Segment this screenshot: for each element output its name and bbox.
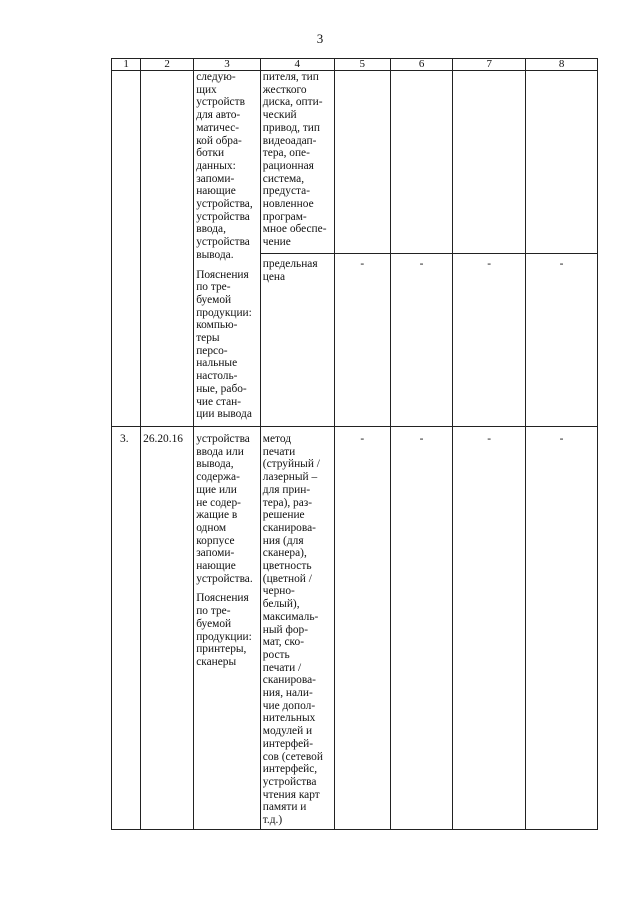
value-cell: -: [334, 427, 390, 830]
okpd-code: [141, 71, 194, 427]
page-number: 3: [316, 31, 324, 46]
column-header: 8: [526, 59, 598, 71]
value-cell: [526, 71, 598, 254]
product-name: [194, 71, 261, 427]
value-cell: -: [390, 254, 452, 427]
column-header: 6: [390, 59, 452, 71]
value-cell: -: [453, 427, 526, 830]
column-header: 7: [453, 59, 526, 71]
requirements-table: [111, 58, 598, 830]
value-cell: [334, 71, 390, 254]
product-explanation: Пояснения по тре- буемой продукции: принтеры, сканеры: [196, 592, 252, 668]
characteristic-cell: [260, 427, 334, 830]
value-cell: -: [390, 427, 452, 830]
value-cell: -: [526, 427, 598, 830]
characteristic-text: метод печати (струйный / лазерный – для прин- тера), раз- решение сканирова- ния (для сканера), цветность (цветной / черно- белый), максималь- ный фор- мат, ско- рость печати / сканирова- ния, нали- чие допол- нительных модулей и интерфей- сов (сетевой интерфейс, устройства чтения карт памяти и т.д.): [262, 433, 323, 827]
column-header: 4: [260, 59, 334, 71]
table-header-row: [112, 59, 598, 71]
value-cell: [390, 71, 452, 254]
characteristic-cell: [260, 71, 334, 254]
row-number: [112, 71, 141, 427]
row-number: 3.: [112, 427, 141, 830]
column-header: 2: [141, 59, 194, 71]
column-header: 1: [112, 59, 141, 71]
product-description: следую- щих устройств для авто- матичес- кой обра- ботки данных: запоми- нающие устройства, устройства ввода, устройства вывода.: [196, 71, 253, 261]
value-cell: -: [526, 254, 598, 427]
characteristic-cell: [260, 254, 334, 427]
product-explanation: Пояснения по тре- буемой продукции: компью- теры персо- нальные настоль- ные, рабо- чие стан- ции вывода: [196, 268, 252, 421]
value-cell: [453, 71, 526, 254]
okpd-code: 26.20.16: [141, 427, 194, 830]
product-name: [194, 427, 261, 830]
product-description: устройства ввода или вывода, содержа- щие или не содер- жащие в одном корпусе запоми- нающие устройства.: [196, 433, 253, 585]
table-row: [112, 427, 598, 830]
value-cell: -: [334, 254, 390, 427]
characteristic-text: пителя, тип жесткого диска, опти- ческий привод, тип видеоадап- тера, опе- рационная система, предуста- новленное програм- мное обеспе- чение: [262, 71, 327, 249]
column-header: 5: [334, 59, 390, 71]
table-row: [112, 71, 598, 254]
value-cell: -: [453, 254, 526, 427]
column-header: 3: [194, 59, 261, 71]
characteristic-text: предельная цена: [262, 258, 318, 283]
